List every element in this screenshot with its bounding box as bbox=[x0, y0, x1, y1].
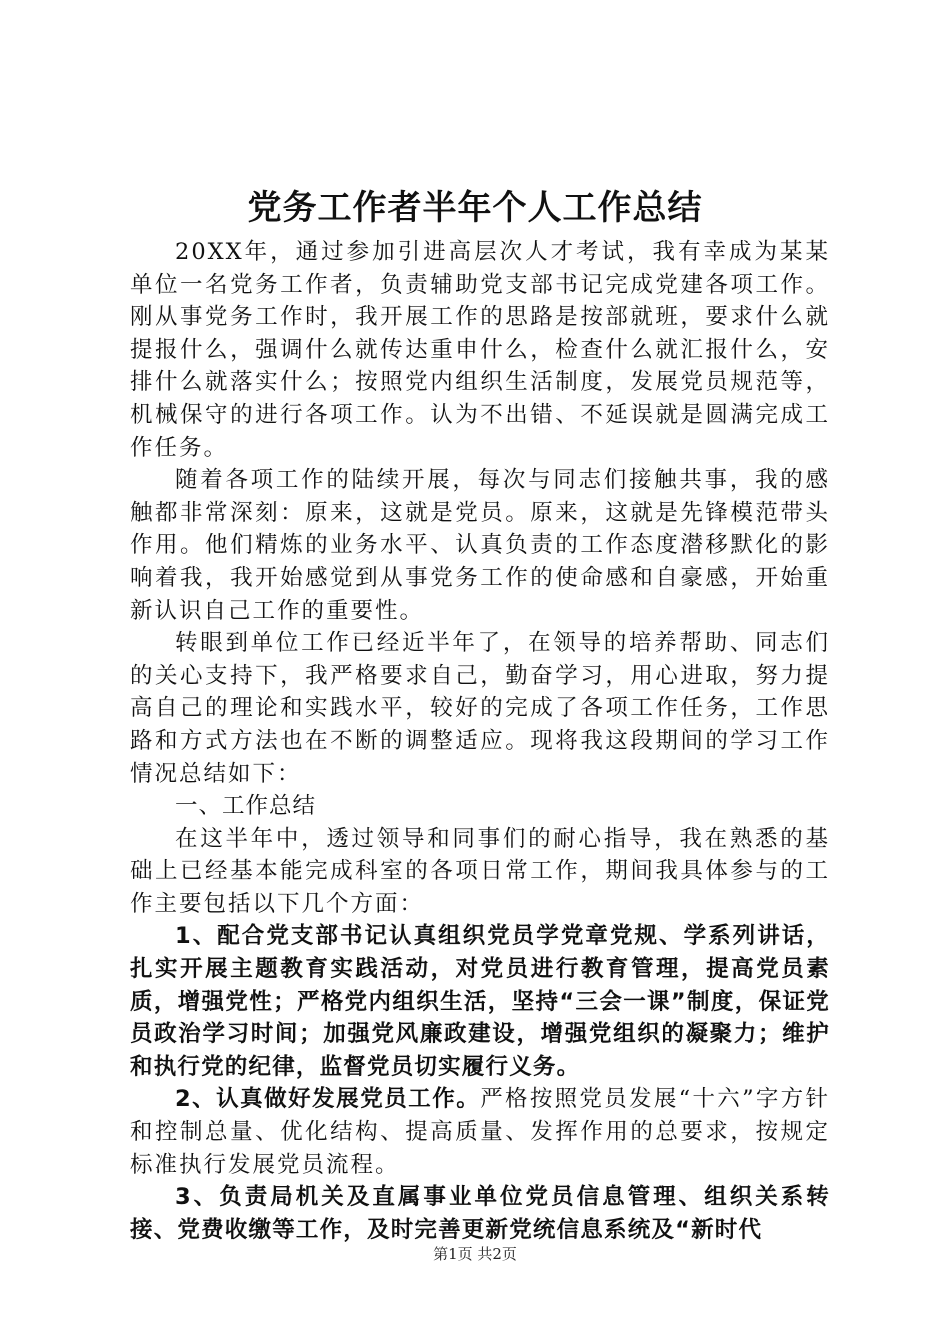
paragraph-3: 转眼到单位工作已经近半年了，在领导的培养帮助、同志们的关心支持下，我严格要求自己，勤奋学习，用心进取，努力提高自己的理论和实践水平，较好的完成了各项工作任务，工作思路和方式方法也在不断的调整适应。现将我这段期间的学习工作情况总结如下： bbox=[130, 630, 830, 787]
page-footer: 第1页 共2页 bbox=[433, 1245, 517, 1263]
list-item-3: 3、负责局机关及直属事业单位党员信息管理、组织关系转接、党费收缴等工作，及时完善更新党统信息系统及“新时代 bbox=[130, 1184, 830, 1243]
list-item-2 bbox=[130, 1083, 830, 1181]
list-item-2-rest: 严格按照党员发展“十六”字方针和控制总量、优化结构、提高质量、发挥作用的总要求，按规定标准执行发展党员流程。 bbox=[130, 1086, 830, 1178]
paragraph-1: 20XX年，通过参加引进高层次人才考试，我有幸成为某某单位一名党务工作者，负责辅助党支部书记完成党建各项工作。刚从事党务工作时，我开展工作的思路是按部就班，要求什么就提报什么，强调什么就传达重申什么，检查什么就汇报什么，安排什么就落实什么；按照党内组织生活制度，发展党员规范等，机械保守的进行各项工作。认为不出错、不延误就是圆满完成工作任务。 bbox=[130, 239, 830, 461]
list-item-1: 1、配合党支部书记认真组织党员学党章党规、学系列讲话，扎实开展主题教育实践活动，对党员进行教育管理，提高党员素质，增强党性；严格党内组织生活，坚持“三会一课”制度，保证党员政治学习时间；加强党风廉政建设，增强党组织的凝聚力；维护和执行党的纪律，监督党员切实履行义务。 bbox=[130, 923, 830, 1080]
section-intro: 在这半年中，透过领导和同事们的耐心指导，我在熟悉的基础上已经基本能完成科室的各项日常工作，期间我具体参与的工作主要包括以下几个方面： bbox=[130, 825, 830, 917]
page-title: 党务工作者半年个人工作总结 bbox=[247, 188, 703, 228]
section-heading: 一、工作总结 bbox=[175, 793, 317, 820]
list-item-2-lead: 2、认真做好发展党员工作。 bbox=[175, 1086, 481, 1113]
document-body bbox=[130, 236, 830, 1246]
paragraph-2: 随着各项工作的陆续开展，每次与同志们接触共事，我的感触都非常深刻：原来，这就是党员。原来，这就是先锋模范带头作用。他们精炼的业务水平、认真负责的工作态度潜移默化的影响着我，我开始感觉到从事党务工作的使命感和自豪感，开始重新认识自己工作的重要性。 bbox=[130, 467, 830, 624]
